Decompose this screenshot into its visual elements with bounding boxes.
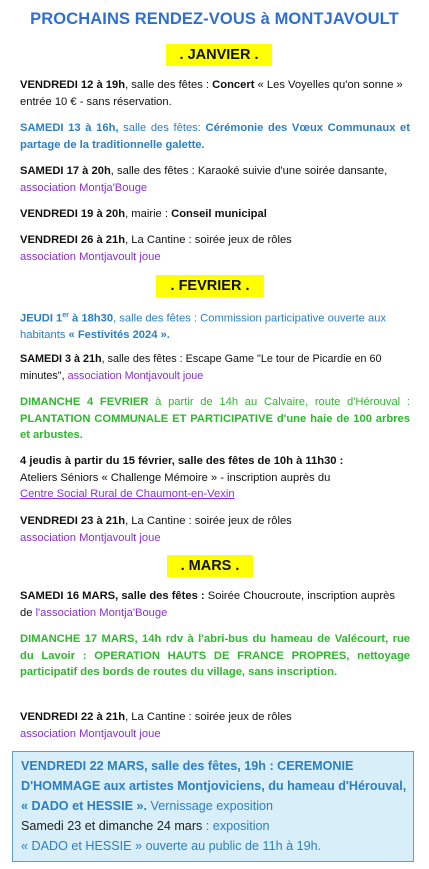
- event-date: SAMEDI 17 à 20h: [20, 165, 111, 177]
- month-header-janvier: . JANVIER .: [166, 44, 272, 66]
- event-date: DIMANCHE 4 FEVRIER: [20, 396, 149, 408]
- box-expo-detail: « DADO et HESSIE » ouverte au public de 11h à 19h.: [21, 839, 322, 853]
- event-date: SAMEDI 16 MARS, salle des fêtes :: [20, 590, 205, 602]
- event-association: association Montjavoult joue: [20, 727, 161, 740]
- event-association: association Montjavoult joue: [20, 250, 161, 263]
- event-date: 4 jeudis à partir du 15 février, salle des fêtes de 10h à 11h30 :: [20, 455, 344, 467]
- event-desc: « Les Voyelles qu'on sonne » entrée 10 € - sans réservation.: [20, 79, 403, 108]
- event-place: , La Cantine: [125, 711, 186, 723]
- event-title: Cérémonie des Vœux Communaux et partage de la traditionnelle galette.: [20, 122, 411, 151]
- month-header-fevrier: . FEVRIER .: [156, 275, 264, 297]
- highlight-box-ceremonie: [12, 751, 414, 862]
- event-association: association Montja'Bouge: [20, 181, 148, 194]
- event-jeux-fevrier: [20, 513, 410, 546]
- event-title: Concert: [212, 79, 255, 91]
- event-choucroute: [20, 588, 410, 621]
- event-escape-game: [20, 351, 410, 384]
- month-header-mars: . MARS .: [167, 555, 253, 577]
- event-hauts-de-france-propres: [20, 631, 410, 681]
- event-desc: 14h rdv à l'abri-bus du hameau de Valécourt, rue du Lavoir : OPERATION HAUTS DE FRANCE PROPRES, nettoyage participatif des bords de routes du village, sans inscription.: [20, 633, 411, 678]
- event-place: , salle des fêtes :: [125, 79, 213, 91]
- event-date: VENDREDI 22 à 21h: [20, 711, 126, 723]
- event-place: , La Cantine: [125, 515, 186, 527]
- event-date: VENDREDI 26 à 21h: [20, 234, 126, 246]
- page-title: PROCHAINS RENDEZ-VOUS à MONTJAVOULT: [30, 10, 399, 28]
- event-voeux: [20, 120, 410, 153]
- event-date: VENDREDI 19 à 20h: [20, 208, 126, 220]
- event-title: : soirée jeux de rôles: [185, 234, 292, 246]
- event-date: DIMANCHE 17 MARS,: [20, 633, 138, 645]
- event-conseil: [20, 206, 410, 223]
- event-date: SAMEDI 3 à 21h: [20, 353, 102, 365]
- event-concert: [20, 77, 410, 110]
- event-jeux-janvier: [20, 232, 410, 265]
- event-karaoke: [20, 163, 410, 196]
- box-dates: Samedi 23 et dimanche 24 mars: [21, 819, 203, 833]
- event-place: , salle des fêtes : Escape Game "Le tour de Picardie en 60 minutes",: [20, 353, 382, 382]
- event-association: association Montjavoult joue: [20, 531, 161, 544]
- event-place: salle des fêtes:: [118, 122, 206, 134]
- event-title: : soirée jeux de rôles: [185, 515, 292, 527]
- event-title: PLANTATION COMMUNALE ET PARTICIPATIVE d'une haie de 100 arbres et arbustes.: [20, 412, 410, 441]
- event-date-time: à 18h30: [68, 312, 114, 325]
- event-plantation: [20, 394, 410, 444]
- event-place: , salle des fêtes : Karaoké suivie d'une soirée dansante,: [110, 165, 388, 177]
- event-jeux-mars: [20, 709, 410, 742]
- event-place: , salle des fêtes : Commission participative ouverte aux habitants: [20, 312, 387, 342]
- event-association: l'association Montja'Bouge: [35, 606, 168, 619]
- event-date: JEUDI 1: [20, 312, 63, 325]
- event-date-sup: er: [62, 312, 69, 319]
- box-vernissage: Vernissage exposition: [146, 799, 274, 813]
- box-headline: VENDREDI 22 MARS, salle des fêtes, 19h : CEREMONIE D'HOMMAGE aux artistes Montjoviciens, du hameau d'Hérouval, « DADO et HESSIE ».: [21, 759, 407, 813]
- event-place: à partir de 14h au Calvaire, route d'Hérouval :: [148, 396, 410, 408]
- event-date: VENDREDI 12 à 19h: [20, 79, 126, 91]
- event-date: SAMEDI 13 à 16h,: [20, 122, 119, 134]
- event-title: : soirée jeux de rôles: [185, 711, 292, 723]
- event-association: association Montjavoult joue: [67, 369, 204, 382]
- event-ateliers-seniors: [20, 453, 410, 503]
- event-title: Conseil municipal: [171, 208, 267, 220]
- event-place: , La Cantine: [125, 234, 186, 246]
- event-title: « Festivités 2024 ».: [68, 329, 170, 342]
- box-expo: : exposition: [202, 819, 270, 833]
- event-commission: [20, 308, 410, 344]
- event-desc: Ateliers Séniors « Challenge Mémoire » - inscription auprès du: [20, 471, 331, 484]
- event-association-link[interactable]: Centre Social Rural de Chaumont-en-Vexin: [20, 488, 235, 500]
- event-date: VENDREDI 23 à 21h: [20, 515, 126, 527]
- event-desc: Soirée Choucroute, inscription auprès de: [20, 590, 395, 619]
- event-place: , mairie :: [125, 208, 172, 220]
